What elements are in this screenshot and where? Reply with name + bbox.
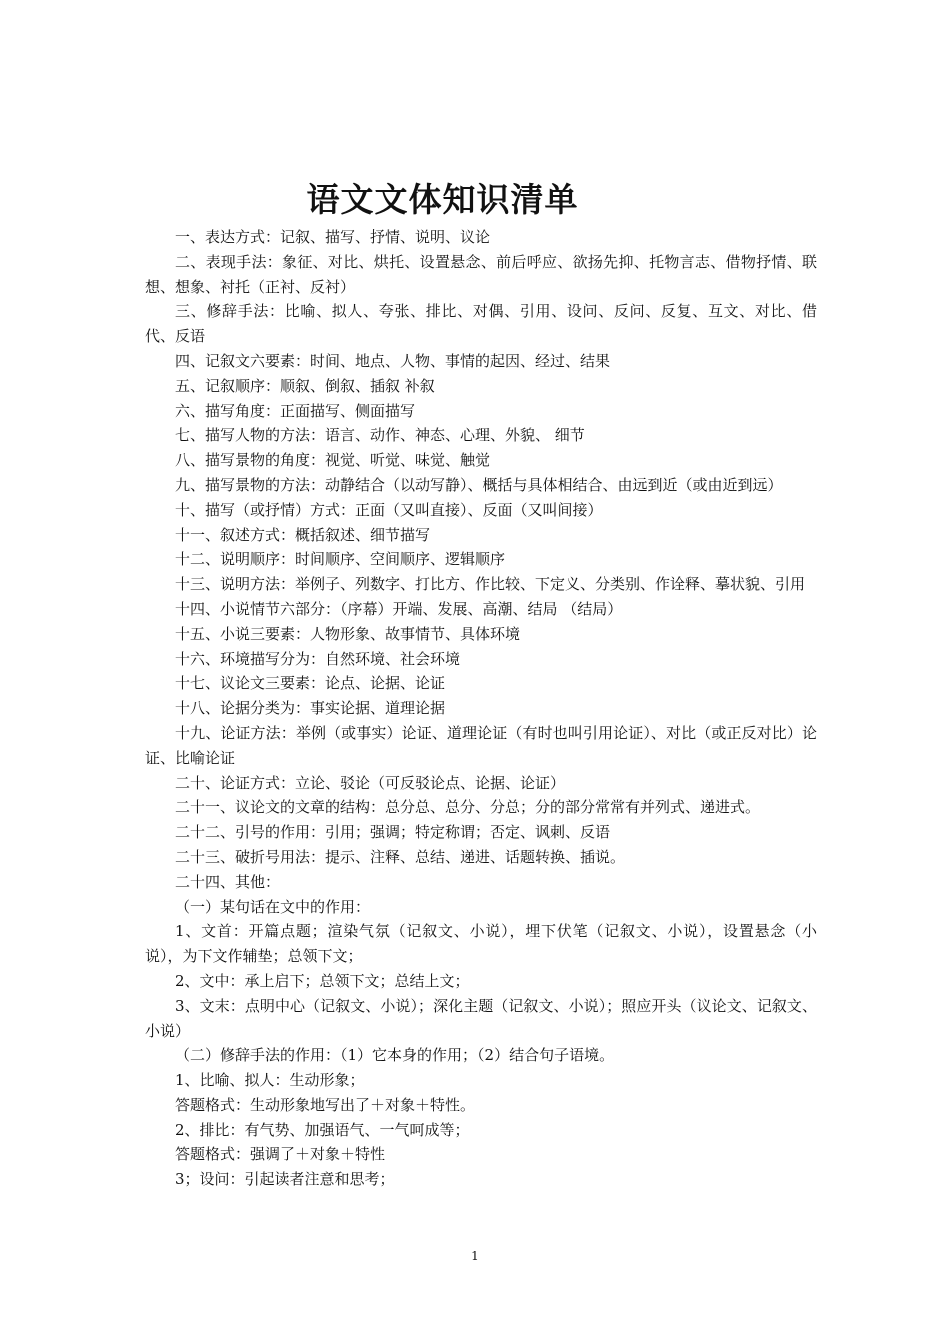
paragraph: （二）修辞手法的作用：（1）它本身的作用；（2）结合句子语境。 [175,1046,615,1065]
paragraph: 十五、小说三要素：人物形象、故事情节、具体环境 [175,624,521,643]
document-body [145,225,817,1192]
paragraph: 四、记叙文六要素：时间、地点、人物、事情的起因、经过、结果 [175,351,611,370]
paragraph: 七、描写人物的方法：语言、动作、神态、心理、外貌、 细节 [175,426,585,445]
paragraph: 3、文末：点明中心（记叙文、小说）；深化主题（记叙文、小说）；照应开头（议论文、记叙文、小说） [145,996,817,1040]
paragraph: 二十、论证方式：立论、驳论（可反驳论点、论据、论证） [175,773,566,792]
paragraph: 八、描写景物的角度：视觉、听觉、味觉、触觉 [175,451,491,470]
paragraph: 六、描写角度：正面描写、侧面描写 [175,401,416,420]
paragraph: 一、表达方式：记叙、描写、抒情、说明、议论 [175,228,491,246]
paragraph: 二十二、引号的作用：引用；强调；特定称谓；否定、讽刺、反语 [175,823,611,842]
paragraph: 3；设问：引起读者注意和思考； [175,1170,395,1189]
paragraph: 十一、叙述方式：概括叙述、细节描写 [175,525,431,544]
paragraph: 九、描写景物的方法：动静结合（以动写静）、概括与具体相结合、由远到近（或由近到远） [175,475,783,494]
paragraph: 答题格式：生动形象地写出了＋对象＋特性。 [175,1095,476,1114]
paragraph: 十九、论证方法：举例（或事实）论证、道理论证（有时也叫引用论证）、对比（或正反对比）论证、比喻论证 [145,723,817,767]
paragraph: 1、文首：开篇点题；渲染气氛（记叙文、小说），埋下伏笔（记叙文、小说），设置悬念（小说），为下文作辅垫；总领下文； [145,922,817,966]
paragraph: 二十四、其他： [175,872,281,891]
paragraph: 二十一、议论文的文章的结构：总分总、总分、分总；分的部分常常有并列式、递进式。 [175,798,761,817]
document-title: 语文文体知识清单 [306,180,579,219]
paragraph: 二十三、破折号用法：提示、注释、总结、递进、话题转换、插说。 [175,847,626,866]
paragraph: 十二、说明顺序：时间顺序、空间顺序、逻辑顺序 [175,550,506,569]
paragraph: 十四、小说情节六部分：（序幕）开端、发展、高潮、结局 （结局） [175,599,623,618]
paragraph: 五、记叙顺序：顺叙、倒叙、插叙 补叙 [175,376,435,395]
paragraph: 十七、议论文三要素：论点、论据、论证 [175,674,446,693]
paragraph: 三、修辞手法：比喻、拟人、夸张、排比、对偶、引用、设问、反问、反复、互文、对比、借代、反语 [145,302,817,346]
paragraph: 十三、说明方法：举例子、列数字、打比方、作比较、下定义、分类别、作诠释、摹状貌、引用 [175,575,806,594]
paragraph: 2、排比：有气势、加强语气、一气呵成等； [175,1120,470,1139]
paragraph: 十六、环境描写分为：自然环境、社会环境 [175,649,461,668]
paragraph: 二、表现手法：象征、对比、烘托、设置悬念、前后呼应、欲扬先抑、托物言志、借物抒情、联想、想象、衬托（正衬、反衬） [145,252,817,296]
page-number: 1 [471,1249,479,1263]
paragraph: 十八、论据分类为：事实论据、道理论据 [175,699,446,718]
paragraph: 2、文中：承上启下；总领下文；总结上文； [175,971,470,990]
paragraph: 十、描写（或抒情）方式：正面（又叫直接）、反面（又叫间接） [175,500,603,519]
paragraph: （一）某句话在文中的作用： [175,897,371,916]
paragraph: 答题格式：强调了＋对象＋特性 [175,1145,386,1164]
paragraph: 1、比喻、拟人：生动形象； [175,1071,365,1090]
